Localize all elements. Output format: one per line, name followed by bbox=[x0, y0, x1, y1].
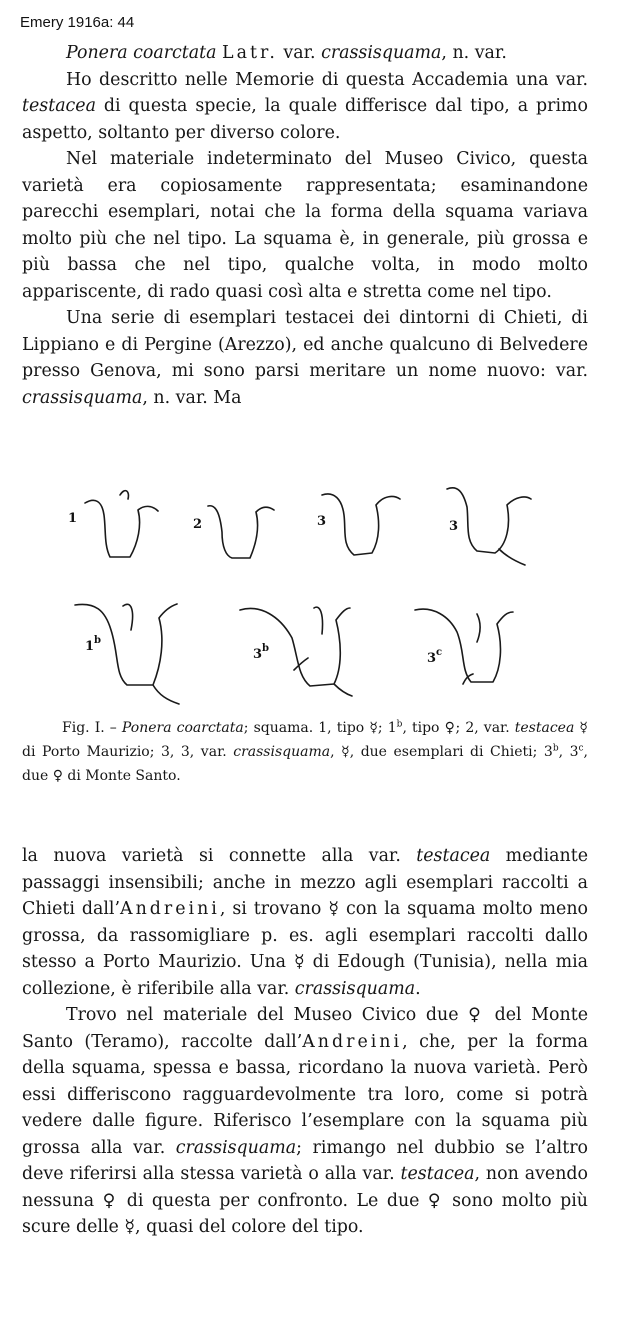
italic-run: Ponera coarctata bbox=[66, 43, 217, 63]
fig-label-sup: c bbox=[436, 647, 443, 658]
text-run: la nuova varietà si connette alla var. bbox=[22, 846, 417, 866]
text-run: , non avendo nessuna ♀ di questa per confronto. Le due ♀ sono molto più scure delle ☿, quasi del colore del tipo. bbox=[22, 1164, 588, 1237]
text-run: , si trovano ☿ con la squama molto meno grossa, da rassomigliare p. es. agli esemplari raccolti dallo stesso a Porto Maurizio. Una ☿ di Edough (Tunisia), nella mia collezione, è riferibile alla var. bbox=[22, 899, 588, 999]
italic-run: crassisquama bbox=[22, 387, 143, 408]
text-run: , due ♀ di Monte Santo. bbox=[22, 744, 588, 784]
italic-run: testacea bbox=[514, 720, 575, 736]
text-run: . bbox=[415, 978, 421, 999]
italic-run: crassisquama bbox=[294, 978, 416, 999]
squama-drawings bbox=[60, 480, 560, 705]
fig-label: 3 bbox=[427, 651, 437, 666]
text-run: Fig. I. – bbox=[62, 720, 122, 736]
fig-label: 2 bbox=[193, 517, 203, 532]
text-run: , che, per la forma della squama, spessa e bassa, ricordano la nuova varietà. Però essi differiscono ragguardevolmente tra loro, come si potrà vedere dalle figure. Riferisco l’esemplare con la squama più grossa alla var. bbox=[22, 1031, 588, 1158]
italic-run: testacea bbox=[416, 846, 491, 866]
text-run: , tipo ♀; 2, var. bbox=[402, 720, 515, 736]
text-run: ☿ di Porto Maurizio; 3, 3, var. bbox=[22, 720, 588, 760]
text-run: Andreini bbox=[302, 1031, 403, 1052]
paragraph bbox=[22, 67, 588, 147]
text-run: ; squama. 1, tipo ☿; 1 bbox=[243, 720, 397, 736]
fig-label: 3 bbox=[317, 514, 327, 529]
italic-run: Ponera coarctata bbox=[121, 720, 244, 736]
text-run: Nel materiale indeterminato del Museo Civico, questa varietà era copiosamente rappresentata; esaminandone parecchi esemplari, notai che la forma della squama variava molto più che nel tipo. La squama è, in generale, più grossa e più bassa che nel tipo, qualche volta, in modo molto appariscente, di rado quasi così alta e stretta come nel tipo. bbox=[22, 149, 588, 302]
text-run: Latr. bbox=[222, 43, 278, 63]
fig-label: 3 bbox=[253, 647, 263, 662]
fig-label: 1 bbox=[85, 639, 95, 654]
text-run: , n. var. bbox=[441, 43, 507, 63]
squama-drawing bbox=[447, 488, 531, 565]
squama-drawing bbox=[415, 609, 513, 684]
figure-squama bbox=[60, 480, 560, 705]
superscript-run: b bbox=[396, 719, 403, 730]
figure-caption bbox=[22, 716, 588, 788]
italic-run: crassisquama bbox=[233, 744, 331, 760]
text-run: di questa specie, la quale differisce dal tipo, a primo aspetto, soltanto per diverso colore. bbox=[22, 96, 588, 143]
text-run: Una serie di esemplari testacei dei dintorni di Chieti, di Lippiano e di Pergine (Arezzo), ed anche qualcuno di Belvedere presso Genova, mi sono parsi meritare un nome nuovo: var. bbox=[22, 308, 588, 381]
fig-label-sup: b bbox=[94, 635, 101, 646]
taxon-heading bbox=[22, 40, 588, 67]
paragraph bbox=[22, 843, 588, 1002]
text-run: , ☿, due esemplari di Chieti; 3 bbox=[330, 744, 553, 760]
fig-label-sup: b bbox=[262, 643, 269, 654]
italic-run: testacea bbox=[400, 1164, 475, 1184]
text-run: Andreini bbox=[120, 899, 220, 919]
text-run: , n. var. Ma bbox=[142, 387, 242, 408]
superscript-run: c bbox=[578, 743, 584, 754]
paragraph bbox=[22, 305, 588, 411]
italic-run: testacea bbox=[22, 96, 96, 116]
paragraph bbox=[22, 1002, 588, 1241]
italic-run: crassisquama bbox=[321, 43, 442, 63]
text-run: var. bbox=[277, 43, 322, 63]
squama-drawing bbox=[85, 491, 158, 557]
squama-drawing bbox=[75, 604, 179, 704]
text-block-top bbox=[22, 40, 588, 411]
fig-label: 1 bbox=[68, 511, 78, 526]
italic-run: crassisquama bbox=[175, 1137, 297, 1158]
text-run: ; rimango nel dubbio se l’altro deve riferirsi alla stessa varietà o alla var. bbox=[22, 1137, 588, 1184]
text-run: mediante passaggi insensibili; anche in mezzo agli esemplari raccolti a Chieti dall’ bbox=[22, 846, 588, 919]
page-header: Emery 1916a: 44 bbox=[20, 14, 135, 31]
text-run: Ho descritto nelle Memorie di questa Accademia una var. bbox=[66, 69, 588, 90]
fig-label: 3 bbox=[449, 519, 459, 534]
superscript-run: b bbox=[552, 743, 559, 754]
paragraph bbox=[22, 146, 588, 305]
text-block-bottom bbox=[22, 843, 588, 1241]
squama-drawing bbox=[208, 506, 274, 558]
text-run: , 3 bbox=[558, 744, 579, 760]
text-run: Trovo nel materiale del Museo Civico due ♀ del Monte Santo (Teramo), raccolte dall’ bbox=[22, 1005, 588, 1052]
squama-drawing bbox=[322, 494, 400, 555]
